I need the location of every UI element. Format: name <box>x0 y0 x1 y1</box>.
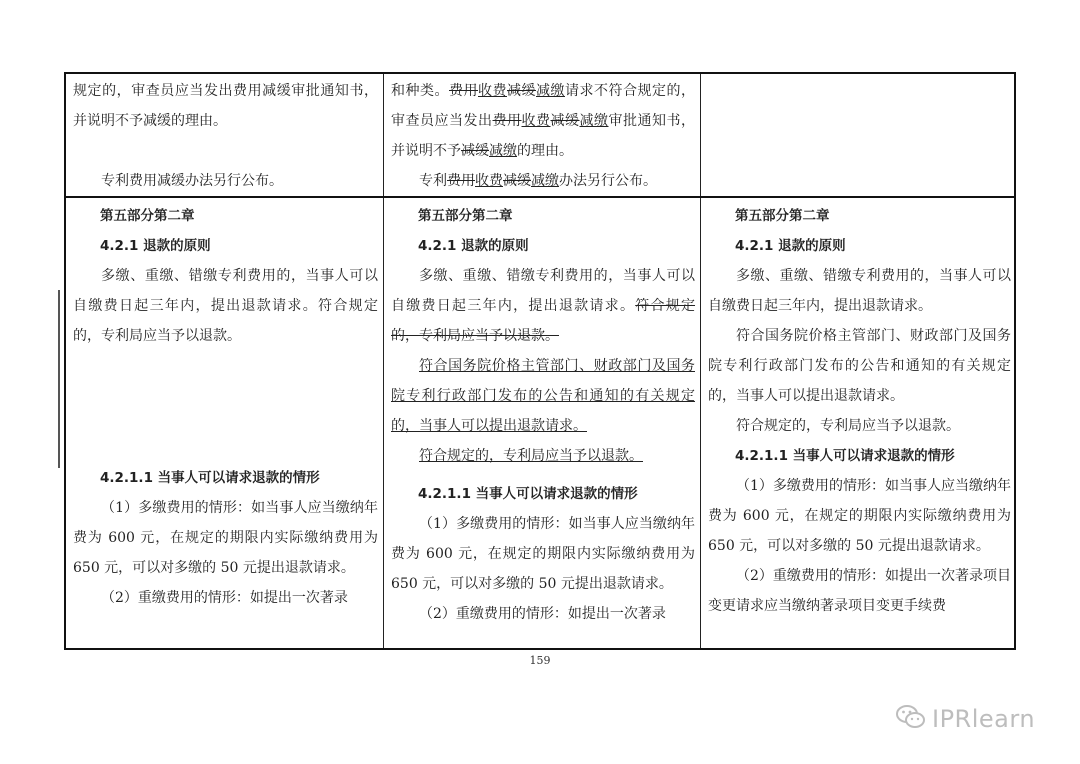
row1-left-cell <box>66 76 383 196</box>
deleted-text: 减缓 <box>461 143 489 159</box>
deleted-text: 符合规定的，专利局应当予以退款。 <box>391 298 696 344</box>
section-heading-4-2-1-1: 4.2.1.1 当事人可以请求退款的情形 <box>418 486 638 502</box>
comparison-table <box>64 72 1016 650</box>
text-run: 请求不符合规定的，审查员应当发出 <box>391 83 695 129</box>
section-heading-4-2-1-1: 4.2.1.1 当事人可以请求退款的情形 <box>735 448 955 464</box>
deleted-text: 减缓 <box>503 173 531 189</box>
watermark-text: IPRlearn <box>932 705 1036 733</box>
margin-change-bar <box>58 290 60 468</box>
text-run: 办法另行公布。 <box>559 173 657 189</box>
inserted-text: 减缴 <box>531 173 559 189</box>
row1-mid-p1 <box>391 76 695 166</box>
inserted-text: 收费 <box>475 173 503 189</box>
inserted-text: 减缴 <box>489 143 517 159</box>
wechat-icon <box>896 704 926 736</box>
row1-mid-cell <box>384 76 700 196</box>
inserted-text: 减缴 <box>579 113 609 129</box>
mid-para-5: （2）重缴费用的情形：如提出一次著录 <box>419 606 666 622</box>
deleted-text: 费用 <box>492 113 522 129</box>
section-heading-4-2-1-1: 4.2.1.1 当事人可以请求退款的情形 <box>100 470 320 486</box>
deleted-text: 费用 <box>447 173 475 189</box>
right-para-3: 符合规定的，专利局应当予以退款。 <box>736 418 960 434</box>
inserted-text: 减缴 <box>536 83 565 99</box>
left-para-1: 多缴、重缴、错缴专利费用的，当事人可以自缴费日起三年内，提出退款请求。符合规定的，专利局应当予以退款。 <box>73 268 378 344</box>
row2-right-cell <box>701 201 1016 621</box>
text-run: 审批通知书，并说明不予 <box>391 113 695 159</box>
watermark <box>896 704 1035 736</box>
mid-para-4: （1）多缴费用的情形：如当事人应当缴纳年费为 600 元，在规定的期限内实际缴纳费用为 650 元，可以对多缴的 50 元提出退款请求。 <box>391 516 695 592</box>
inserted-text: 符合国务院价格主管部门、财政部门及国务院专利行政部门发布的公告和通知的有关规定的，当事人可以提出退款请求。 <box>391 358 695 434</box>
chapter-heading: 第五部分第二章 <box>418 208 513 224</box>
section-heading-4-2-1: 4.2.1 退款的原则 <box>100 238 211 254</box>
inserted-text: 收费 <box>478 83 507 99</box>
text-run: 和种类。 <box>391 83 449 99</box>
right-para-2: 符合国务院价格主管部门、财政部门及国务院专利行政部门发布的公告和通知的有关规定的，当事人可以提出退款请求。 <box>708 328 1011 404</box>
chapter-heading: 第五部分第二章 <box>735 208 830 224</box>
deleted-text: 减缓 <box>550 113 580 129</box>
deleted-text: 费用 <box>449 83 478 99</box>
page-number: 159 <box>529 654 551 667</box>
row2-left-cell <box>66 201 383 613</box>
mid-para-1 <box>391 261 695 351</box>
section-heading-4-2-1: 4.2.1 退款的原则 <box>418 238 529 254</box>
right-para-4: （1）多缴费用的情形：如当事人应当缴纳年费为 600 元，在规定的期限内实际缴纳费用为 650 元，可以对多缴的 50 元提出退款请求。 <box>708 478 1011 554</box>
right-para-1: 多缴、重缴、错缴专利费用的，当事人可以自缴费日起三年内，提出退款请求。 <box>708 268 1011 314</box>
section-heading-4-2-1: 4.2.1 退款的原则 <box>735 238 846 254</box>
inserted-text: 符合规定的，专利局应当予以退款。 <box>419 448 643 464</box>
row1-left-p1: 规定的，审查员应当发出费用减缓审批通知书，并说明不予减缓的理由。 <box>73 83 378 129</box>
chapter-heading: 第五部分第二章 <box>100 208 195 224</box>
row2-mid-cell <box>384 201 700 629</box>
mid-para-3 <box>391 441 695 471</box>
deleted-text: 减缓 <box>507 83 536 99</box>
right-para-5: （2）重缴费用的情形：如提出一次著录项目变更请求应当缴纳著录项目变更手续费 <box>708 568 1011 614</box>
text-run: 的理由。 <box>517 143 573 159</box>
mid-para-1-text: 多缴、重缴、错缴专利费用的，当事人可以自缴费日起三年内，提出退款请求。 <box>391 268 695 314</box>
row-divider <box>66 196 1014 198</box>
mid-para-2 <box>391 351 695 441</box>
left-para-3: （2）重缴费用的情形：如提出一次著录 <box>101 590 348 606</box>
text-run: 专利 <box>419 173 447 189</box>
inserted-text: 收费 <box>521 113 551 129</box>
row1-mid-p2 <box>391 166 695 196</box>
row1-left-p2: 专利费用减缓办法另行公布。 <box>101 173 283 189</box>
left-para-2: （1）多缴费用的情形：如当事人应当缴纳年费为 600 元，在规定的期限内实际缴纳费用为 650 元，可以对多缴的 50 元提出退款请求。 <box>73 500 378 576</box>
